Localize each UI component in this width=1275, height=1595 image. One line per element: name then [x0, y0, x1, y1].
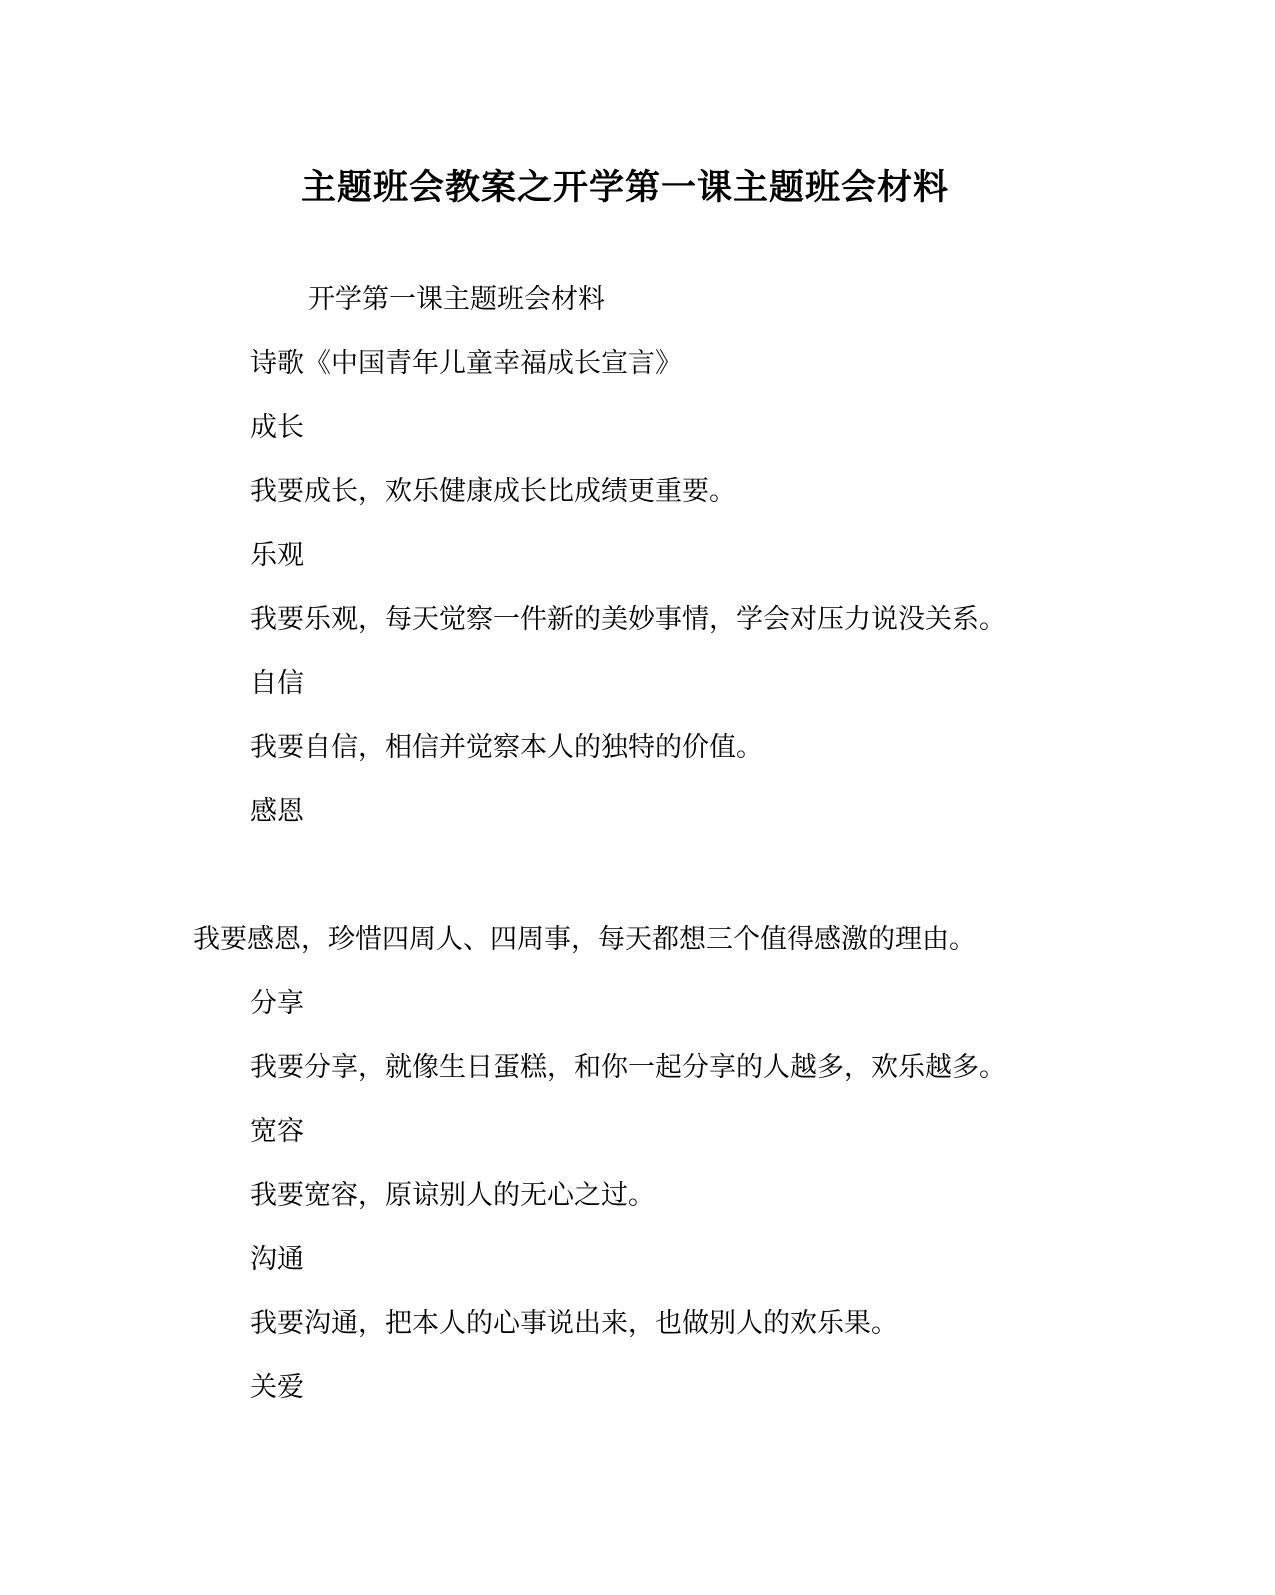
text-confidence: 我要自信，相信并觉察本人的独特的价值。	[250, 732, 763, 763]
text-growth: 我要成长，欢乐健康成长比成绩更重要。	[250, 476, 736, 507]
text-communication: 我要沟通，把本人的心事说出来，也做别人的欢乐果。	[250, 1308, 898, 1339]
poem-title-line: 诗歌《中国青年儿童幸福成长宣言》	[250, 348, 682, 379]
text-optimism: 我要乐观，每天觉察一件新的美妙事情，学会对压力说没关系。	[250, 604, 1006, 635]
text-tolerance: 我要宽容，原谅别人的无心之过。	[250, 1180, 655, 1211]
text-gratitude: 我要感恩，珍惜四周人、四周事，每天都想三个值得感激的理由。	[193, 924, 976, 955]
heading-tolerance: 宽容	[250, 1116, 304, 1147]
heading-optimism: 乐观	[250, 540, 304, 571]
heading-gratitude: 感恩	[250, 796, 304, 827]
document-title: 主题班会教案之开学第一课主题班会材料	[300, 167, 949, 208]
heading-growth: 成长	[250, 412, 304, 443]
text-sharing: 我要分享，就像生日蛋糕，和你一起分享的人越多，欢乐越多。	[250, 1052, 1006, 1083]
heading-care: 关爱	[250, 1372, 304, 1403]
heading-communication: 沟通	[250, 1244, 304, 1275]
subtitle-line: 开学第一课主题班会材料	[308, 284, 605, 315]
heading-sharing: 分享	[250, 988, 304, 1019]
heading-confidence: 自信	[250, 668, 304, 699]
